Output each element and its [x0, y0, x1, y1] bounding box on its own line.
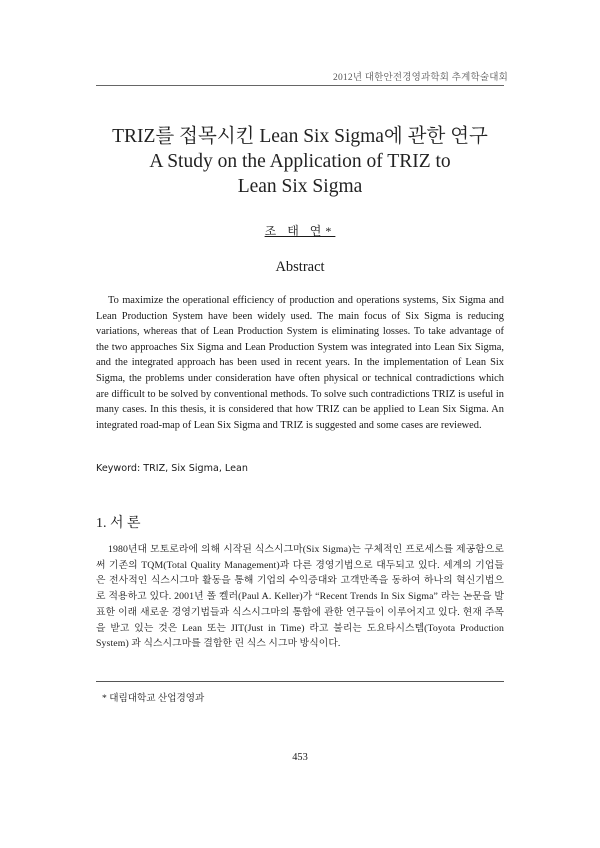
- page-number: 453: [292, 752, 308, 763]
- abstract-body: To maximize the operational efficiency of production and operations systems, Six Sigma and Lean Production System have been widely used. The main focus of Six Sigma is reducing variations, whereas that of Lean Production System is eliminating losses. To take advantage of the two approaches Six Sigma and Lean Production System was integrated into Lean Six Sigma, and the integrated approach has been used in recent years. In the implementation of Lean Six Sigma, the problems under consideration have often physical or technical contradictions which are difficult to be solved by conventional methods. To solve such contradictions TRIZ is useful in many cases. In this thesis, it is considered that how TRIZ can be applied to Lean Six Sigma. An integrated road-map of Lean Six Sigma and TRIZ is suggested and some cases are reviewed.: [96, 295, 504, 431]
- title-english-line2: Lean Six Sigma: [237, 176, 363, 197]
- author-name: 조 태 연*: [264, 224, 336, 238]
- header-rule: [96, 85, 504, 86]
- title-english-line1: A Study on the Application of TRIZ to: [149, 151, 451, 172]
- footnote-affiliation: * 대림대학교 산업경영과: [102, 693, 205, 704]
- keywords: Keyword: TRIZ, Six Sigma, Lean: [96, 463, 248, 474]
- running-header: 2012년 대한안전경영과학회 추계학술대회: [333, 73, 508, 83]
- introduction-body: 1980년대 모토로라에 의해 시작된 식스시그마(Six Sigma)는 구체적인 프로세스를 제공함으로써 기존의 TQM(Total Quality Management)과 다른 경영기법으로 대두되고 있다. 세계의 기업들은 전사적인 식스시그마 활동을 통해 기업의 수익증대와 고객만족을 동하여 하나의 혁신기법으로 적용하고 있다. 2001년 폴 켈러(Paul A. Keller)가 “Recent Trends In Six Sigma” 라는 논문을 발표한 이래 새로운 경영기법들과 식스시그마의 통합에 관한 연구들이 이루어지고 있다. 현재 주목을 받고 있는 것은 Lean 또는 JIT(Just in Time) 라고 불리는 도요타시스템(Toyota Production System) 과 식스시그마를 결합한 린 식스 시그마 방식이다.: [96, 544, 504, 650]
- title-block: [0, 124, 600, 199]
- footnote-rule: [96, 681, 504, 682]
- section-heading-introduction: 1. 서 론: [96, 516, 141, 531]
- author: [0, 222, 600, 239]
- abstract-heading: Abstract: [275, 259, 325, 275]
- title-korean: TRIZ를 접목시킨 Lean Six Sigma에 관한 연구: [112, 126, 488, 147]
